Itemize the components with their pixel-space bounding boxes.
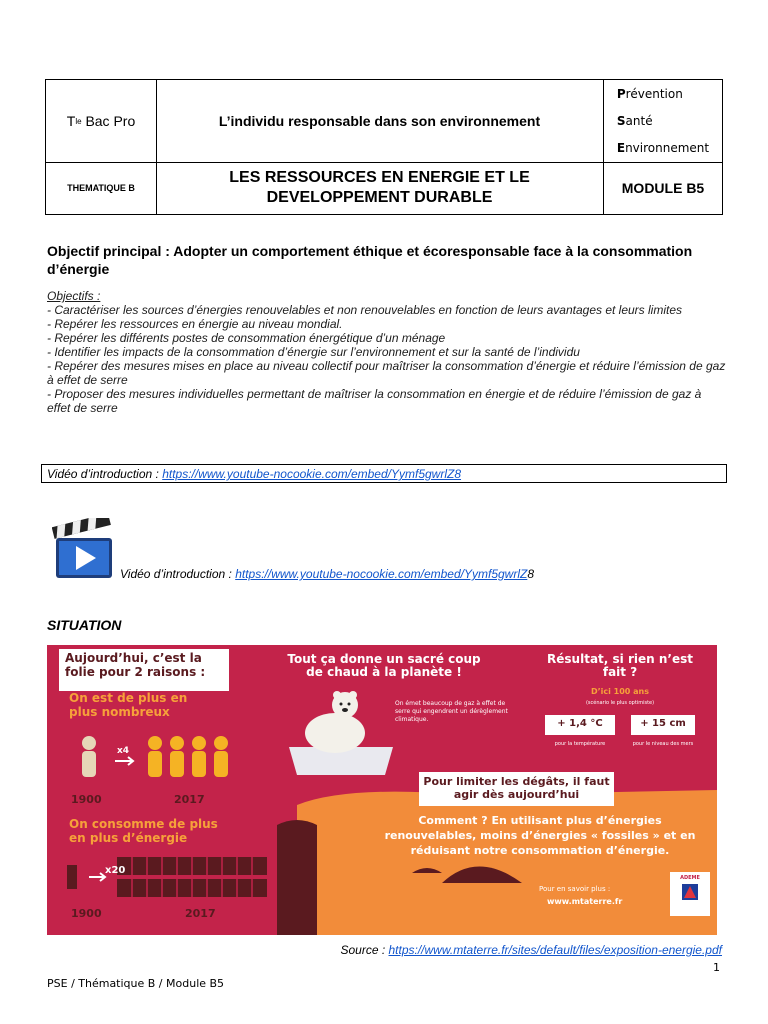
energy-multiplier: x20 [105, 865, 126, 876]
act-now: Pour limiter les dégâts, il faut agir dès aujourd’hui [423, 775, 610, 801]
more-energy-heading: On consomme de plus en plus d’énergie [69, 817, 218, 845]
module-code: MODULE B5 [621, 180, 705, 196]
polar-bear-icon [285, 687, 397, 777]
middle-title: Tout ça donne un sacré coup de chaud à la planète ! [287, 652, 481, 679]
video-intro-box [41, 464, 727, 483]
energy-year-2017: 2017 [185, 907, 216, 920]
header-table [45, 79, 723, 215]
how-text: Comment ? En utilisant plus d’énergies renouvelables, moins d’énergies « fossiles » et en réduisant notre consommation d’énergie. [384, 814, 696, 857]
people-year-2017: 2017 [174, 793, 205, 806]
more-people-heading: On est de plus en plus nombreux [69, 691, 188, 719]
level-T: T [66, 113, 76, 129]
sea-value: + 15 cm [640, 718, 686, 729]
pse-acronym [617, 81, 709, 162]
sea-label: pour le niveau des mers [632, 741, 694, 747]
video-intro-line [120, 567, 534, 581]
temp-label: pour la température [554, 741, 606, 747]
people-multiplier: x4 [117, 746, 130, 756]
objectives-list [47, 289, 727, 415]
video-intro-link[interactable]: https://www.youtube-nocookie.com/embed/Yymf5gwrlZ8 [162, 467, 462, 481]
video-intro-label: Vidéo d’introduction : [47, 467, 163, 481]
middle-note: On émet beaucoup de gaz à effet de serre qui engendrent un dérèglement climatique. [395, 700, 508, 723]
objective-item: - Repérer des mesures mises en place au niveau collectif pour maîtriser la consommation d’énergie et réduire l’émission de gaz à effet de serre [47, 359, 726, 387]
pse-line-e: Environnement [616, 140, 710, 155]
result-title: Résultat, si rien n’est fait ? [547, 652, 693, 679]
objective-item: - Repérer les différents postes de consommation énergétique d’un ménage [47, 331, 446, 345]
subject-line-1: LES RESSOURCES EN ENERGIE ET LE [229, 169, 530, 186]
people-figures-icon [77, 733, 247, 783]
energy-year-1900: 1900 [71, 907, 102, 920]
site-url: www.mtaterre.fr [547, 897, 623, 906]
pse-line-s: Santé [616, 113, 653, 128]
objective-item: - Identifier les impacts de la consommation d’énergie sur l’environnement et sur la santé de l’individu [47, 345, 580, 359]
video-line-link[interactable]: https://www.youtube-nocookie.com/embed/Yymf5gwrlZ [235, 567, 528, 581]
left-title: Aujourd’hui, c’est la folie pour 2 raisons : [65, 651, 206, 679]
ademe-logo [670, 872, 710, 916]
clapperboard-icon [52, 518, 116, 580]
energy-infographic [47, 645, 717, 935]
source-label: Source : [340, 943, 389, 957]
ademe-emblem-icon [682, 884, 698, 900]
video-line-trailing: 8 [527, 567, 535, 581]
level-text: Bac Pro [85, 113, 136, 129]
scenario-note: (scénario le plus optimiste) [585, 700, 655, 706]
objective-item: - Caractériser les sources d’énergies renouvelables et non renouvelables en fonction de leurs avantages et leurs limites [47, 303, 683, 317]
source-link[interactable]: https://www.mtaterre.fr/sites/default/files/exposition-energie.pdf [388, 943, 722, 957]
subject-line-2: DEVELOPPEMENT DURABLE [266, 189, 493, 206]
level-sup: le [75, 116, 82, 126]
barrels-icon [67, 853, 272, 903]
module-title: L’individu responsable dans son environnement [218, 113, 541, 129]
people-year-1900: 1900 [71, 793, 102, 806]
more-info-label: Pour en savoir plus : [539, 885, 611, 893]
ademe-logo-text: ADEME [680, 875, 700, 881]
pse-cell [603, 80, 723, 162]
subject-title [156, 162, 603, 214]
source-line [300, 943, 722, 957]
level-cell [46, 80, 156, 162]
temp-value: + 1,4 °C [557, 718, 603, 729]
objective-item: - Proposer des mesures individuelles permettant de maîtriser la consommation en énergie et de réduire l’émission de gaz à effet de serre [47, 387, 702, 415]
by-100-years: D’ici 100 ans [590, 687, 650, 696]
main-objective: Objectif principal : Adopter un comportement éthique et écoresponsable face à la consommation d’énergie [47, 243, 693, 277]
thematique-label: THEMATIQUE B [67, 183, 135, 193]
page-number: 1 [713, 961, 720, 974]
footer-text: PSE / Thématique B / Module B5 [47, 977, 225, 990]
pse-line-p: Prévention [616, 86, 683, 101]
situation-heading: SITUATION [47, 617, 122, 633]
objective-item: - Repérer les ressources en énergie au niveau mondial. [47, 317, 343, 331]
objectives-heading: Objectifs : [47, 289, 101, 303]
video-line-label: Vidéo d’introduction : [120, 567, 236, 581]
